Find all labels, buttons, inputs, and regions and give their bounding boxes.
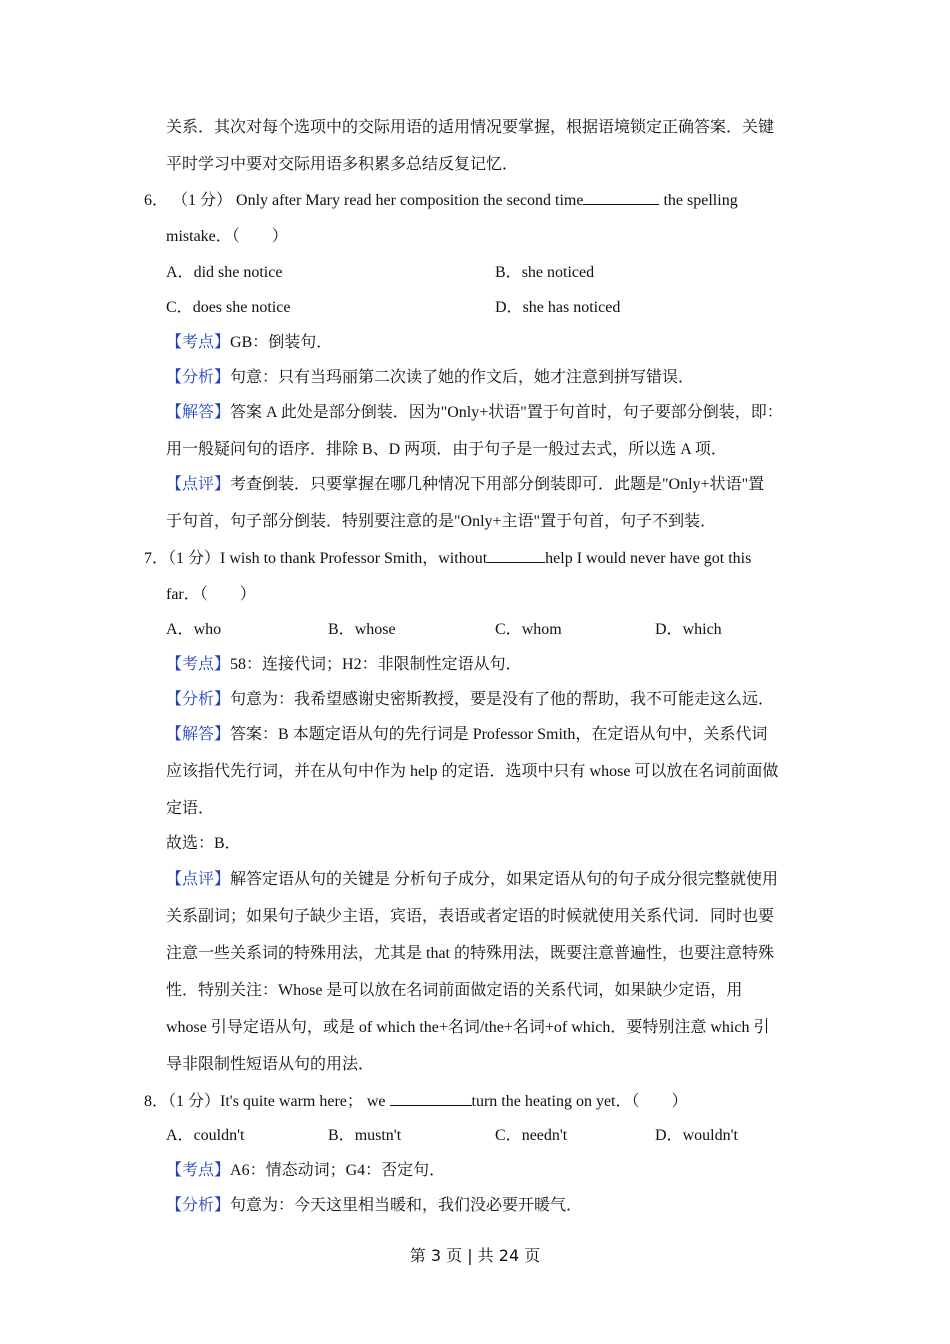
dianping-tag: 【点评】 [166, 476, 231, 493]
question-text: Only after Mary read her composition the second time [236, 192, 584, 209]
jieda: 【解答】答案 A 此处是部分倒装．因为"Only+状语"置于句首时，句子要部分倒装，即： [166, 404, 783, 421]
dianping-tag: 【点评】 [166, 871, 231, 888]
dianping-cont: 于句首，句子部分倒装．特别要注意的是"Only+主语"置于句首，句子不到装． [166, 513, 717, 530]
dianping-cont: 导非限制性短语从句的用法． [166, 1056, 375, 1073]
dianping: 【点评】考查倒装．只要掌握在哪几种情况下用部分倒装即可．此题是"Only+状语"置 [166, 476, 765, 493]
kaodian-tag: 【考点】 [166, 1162, 231, 1179]
jieda: 【解答】答案：B 本题定语从句的先行词是 Professor Smith，在定语从句中，关系代词 [166, 726, 768, 743]
dianping-cont: 注意一些关系词的特殊用法，尤其是 that 的特殊用法，既要注意普遍性，也要注意特殊 [166, 945, 774, 962]
kaodian: 【考点】GB：倒装句． [166, 334, 333, 351]
option-b: B．she noticed [495, 264, 595, 281]
continuation-line: 关系．其次对每个选项中的交际用语的适用情况要掌握，根据语境锁定正确答案．关键 [166, 119, 775, 136]
final-answer: 故选：B． [166, 835, 241, 852]
question-text: I wish to thank Professor Smith，without [220, 550, 488, 567]
option-d: D．she has noticed [495, 299, 621, 316]
page-footer: 第 3 页 | 共 24 页 [409, 1246, 541, 1265]
question-number: 8． [144, 1093, 169, 1110]
option-a: A．who [166, 621, 222, 638]
jieda-cont: 定语． [166, 800, 215, 817]
jieda-cont: 用一般疑问句的语序．排除 B、D 两项．由于句子是一般过去式，所以选 A 项． [166, 441, 727, 458]
fenxi: 【分析】句意：只有当玛丽第二次读了她的作文后，她才注意到拼写错误． [166, 369, 695, 386]
jieda-cont: 应该指代先行词，并在从句中作为 help 的定语．选项中只有 whose 可以放在名词前面做 [166, 763, 779, 780]
fenxi-tag: 【分析】 [166, 369, 231, 386]
option-c: C．does she notice [166, 299, 291, 316]
option-b: B．whose [328, 621, 396, 638]
fenxi: 【分析】句意为：今天这里相当暖和，我们没必要开暖气． [166, 1197, 583, 1214]
fenxi-tag: 【分析】 [166, 691, 231, 708]
dianping-cont: 性．特别关注：Whose 是可以放在名词前面做定语的关系代词，如果缺少定语，用 [166, 982, 743, 999]
option-c: C．whom [495, 621, 562, 638]
kaodian: 【考点】A6：情态动词；G4：否定句． [166, 1162, 446, 1179]
jieda-tag: 【解答】 [166, 726, 231, 743]
question-6-stem [144, 190, 738, 211]
question-6-stem-cont: mistake．（ ） [166, 228, 288, 245]
kaodian-tag: 【考点】 [166, 334, 231, 351]
question-7-stem [144, 548, 751, 569]
option-b: B．mustn't [328, 1127, 402, 1144]
answer-blank [583, 190, 659, 205]
question-7-stem-cont: far．（ ） [166, 586, 256, 603]
option-d: D．wouldn't [655, 1127, 738, 1144]
answer-blank [487, 548, 545, 563]
option-d: D．which [655, 621, 722, 638]
question-score: （1 分） [172, 192, 233, 209]
jieda-tag: 【解答】 [166, 404, 231, 421]
option-a: A．couldn't [166, 1127, 245, 1144]
question-number: 6． [144, 192, 169, 209]
question-text: It's quite warm here； we [220, 1093, 390, 1110]
dianping-cont: 关系副词；如果句子缺少主语，宾语，表语或者定语的时候就使用关系代词．同时也要 [166, 908, 775, 925]
answer-blank [390, 1091, 472, 1106]
question-score: （1 分） [168, 1093, 221, 1110]
kaodian: 【考点】58：连接代词；H2：非限制性定语从句． [166, 656, 522, 673]
dianping-cont: whose 引导定语从句，或是 of which the+名词/the+名词+of which．要特别注意 which 引 [166, 1019, 770, 1036]
question-number: 7． [144, 550, 169, 567]
question-text: the spelling [659, 192, 738, 209]
fenxi: 【分析】句意为：我希望感谢史密斯教授，要是没有了他的帮助，我不可能走这么远． [166, 691, 775, 708]
option-a: A．did she notice [166, 264, 283, 281]
dianping: 【点评】解答定语从句的关键是 分析句子成分，如果定语从句的句子成分很完整就使用 [166, 871, 779, 888]
option-c: C．needn't [495, 1127, 568, 1144]
question-score: （1 分） [168, 550, 221, 567]
question-text: turn the heating on yet．（ ） [471, 1093, 688, 1110]
question-8-stem [144, 1091, 688, 1112]
kaodian-tag: 【考点】 [166, 656, 231, 673]
continuation-line: 平时学习中要对交际用语多积累多总结反复记忆． [166, 156, 519, 173]
question-text: help I would never have got this [545, 550, 752, 567]
fenxi-tag: 【分析】 [166, 1197, 231, 1214]
